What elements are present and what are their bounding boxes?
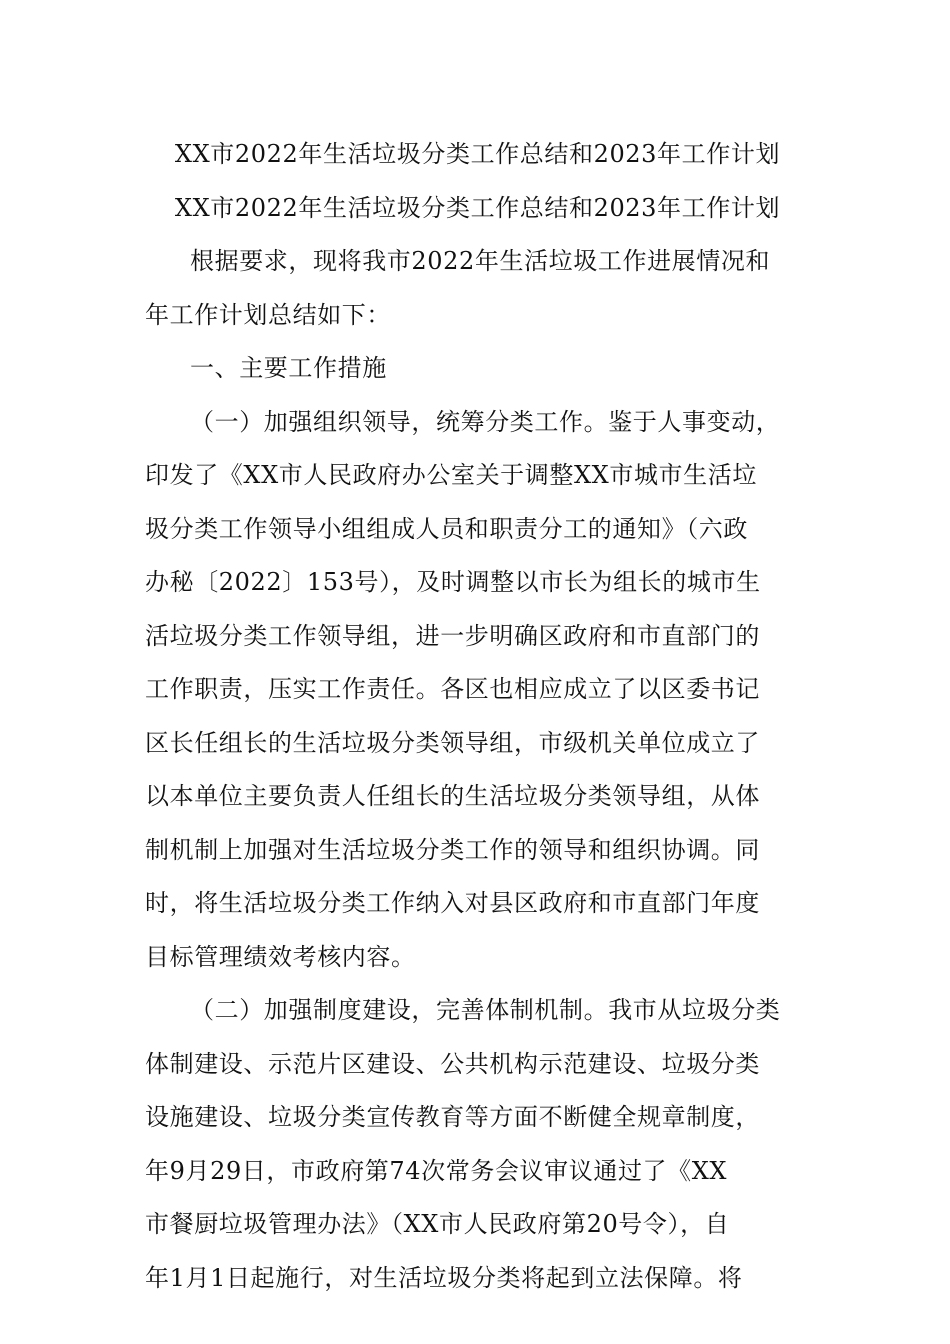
paragraph-line: 办秘〔2022〕153号），及时调整以市长为组长的城市生 [145, 568, 761, 596]
paragraph-intro-line: 年工作计划总结如下： [145, 300, 391, 329]
paragraph-line: 圾分类工作领导小组组成人员和职责分工的通知》（六政 [145, 514, 748, 543]
document-body [145, 128, 810, 1305]
paragraph-line: 体制建设、示范片区建设、公共机构示范建设、垃圾分类 [145, 1049, 760, 1078]
paragraph-intro-line: 根据要求，现将我市2022年生活垃圾工作进展情况和 [190, 247, 771, 275]
paragraph-line: 时，将生活垃圾分类工作纳入对县区政府和市直部门年度 [145, 889, 760, 917]
paragraph-line: （一）加强组织领导，统筹分类工作。鉴于人事变动， [190, 407, 781, 436]
document-title: XX市2022年生活垃圾分类工作总结和2023年工作计划 [174, 140, 781, 168]
document-subtitle: XX市2022年生活垃圾分类工作总结和2023年工作计划 [174, 193, 781, 222]
paragraph-line: 印发了《XX市人民政府办公室关于调整XX市城市生活垃 [145, 461, 757, 489]
paragraph-line: 以本单位主要负责人任组长的生活垃圾分类领导组，从体 [145, 782, 760, 810]
paragraph-line: 制机制上加强对生活垃圾分类工作的领导和组织协调。同 [145, 835, 760, 864]
paragraph-line: 目标管理绩效考核内容。 [145, 942, 416, 971]
section-heading: 一、主要工作措施 [190, 354, 387, 382]
paragraph-line: 活垃圾分类工作领导组，进一步明确区政府和市直部门的 [145, 621, 760, 650]
paragraph-line: （二）加强制度建设，完善体制机制。我市从垃圾分类 [190, 996, 781, 1024]
paragraph-line: 设施建设、垃圾分类宣传教育等方面不断健全规章制度， [145, 1103, 760, 1131]
paragraph-line: 工作职责，压实工作责任。各区也相应成立了以区委书记 [145, 675, 760, 703]
paragraph-line: 年1月1日起施行，对生活垃圾分类将起到立法保障。将 [145, 1263, 743, 1292]
paragraph-line: 区长任组长的生活垃圾分类领导组，市级机关单位成立了 [145, 728, 760, 757]
paragraph-line: 年9月29日，市政府第74次常务会议审议通过了《XX [145, 1156, 728, 1185]
paragraph-line: 市餐厨垃圾管理办法》（XX市人民政府第20号令），自 [145, 1210, 730, 1238]
